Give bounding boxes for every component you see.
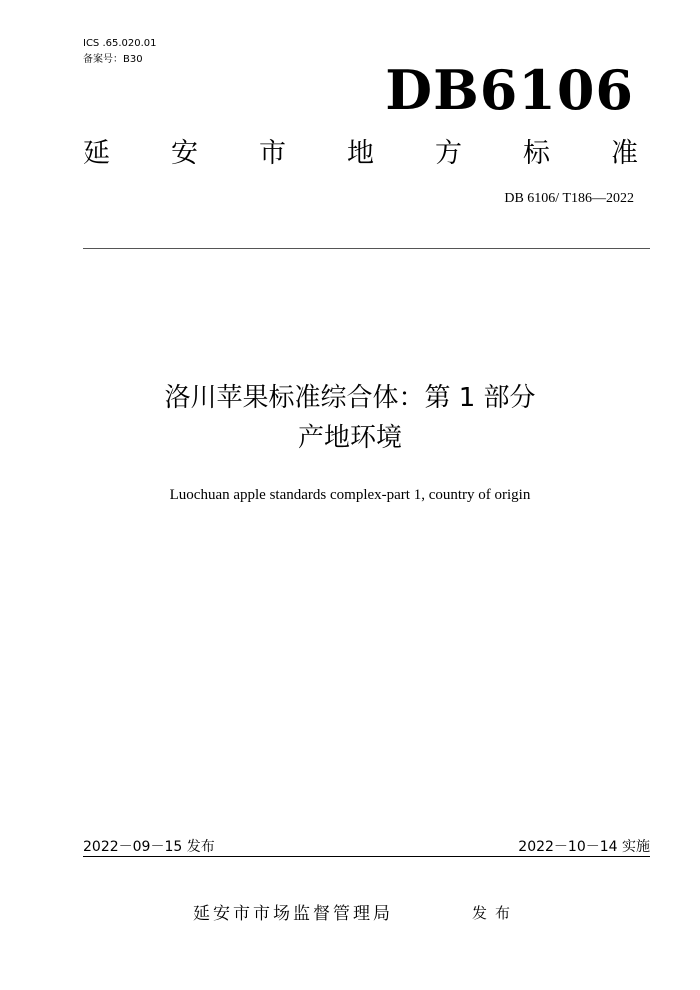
standard-number: DB 6106/ T186—2022	[504, 191, 634, 206]
effective-date: 2022－10－14 实施	[518, 839, 650, 855]
title-line-1: 洛川苹果标准综合体：第 1 部分	[164, 383, 536, 413]
standard-type-char: 准	[611, 138, 638, 169]
standard-type-char: 安	[171, 138, 198, 169]
standard-type-char: 地	[347, 138, 374, 169]
standard-type-char: 方	[435, 138, 462, 169]
footer-divider	[83, 856, 650, 857]
standard-type-char: 标	[523, 138, 550, 169]
standard-type-char: 延	[83, 138, 110, 169]
issue-label: 发布	[472, 904, 519, 922]
header-divider	[83, 248, 650, 249]
ics-code: ICS .65.020.01	[83, 38, 157, 49]
standard-type-heading	[83, 136, 638, 172]
standard-code: DB6106	[385, 58, 634, 122]
filing-number: 备案号：B30	[83, 54, 143, 65]
english-title: Luochuan apple standards complex-part 1, country of origin	[169, 487, 531, 503]
standard-type-char: 市	[259, 138, 286, 169]
issuing-authority: 延安市市场监督管理局	[193, 904, 393, 924]
issue-date: 2022－09－15 发布	[83, 839, 215, 855]
title-line-2: 产地环境	[297, 423, 402, 453]
